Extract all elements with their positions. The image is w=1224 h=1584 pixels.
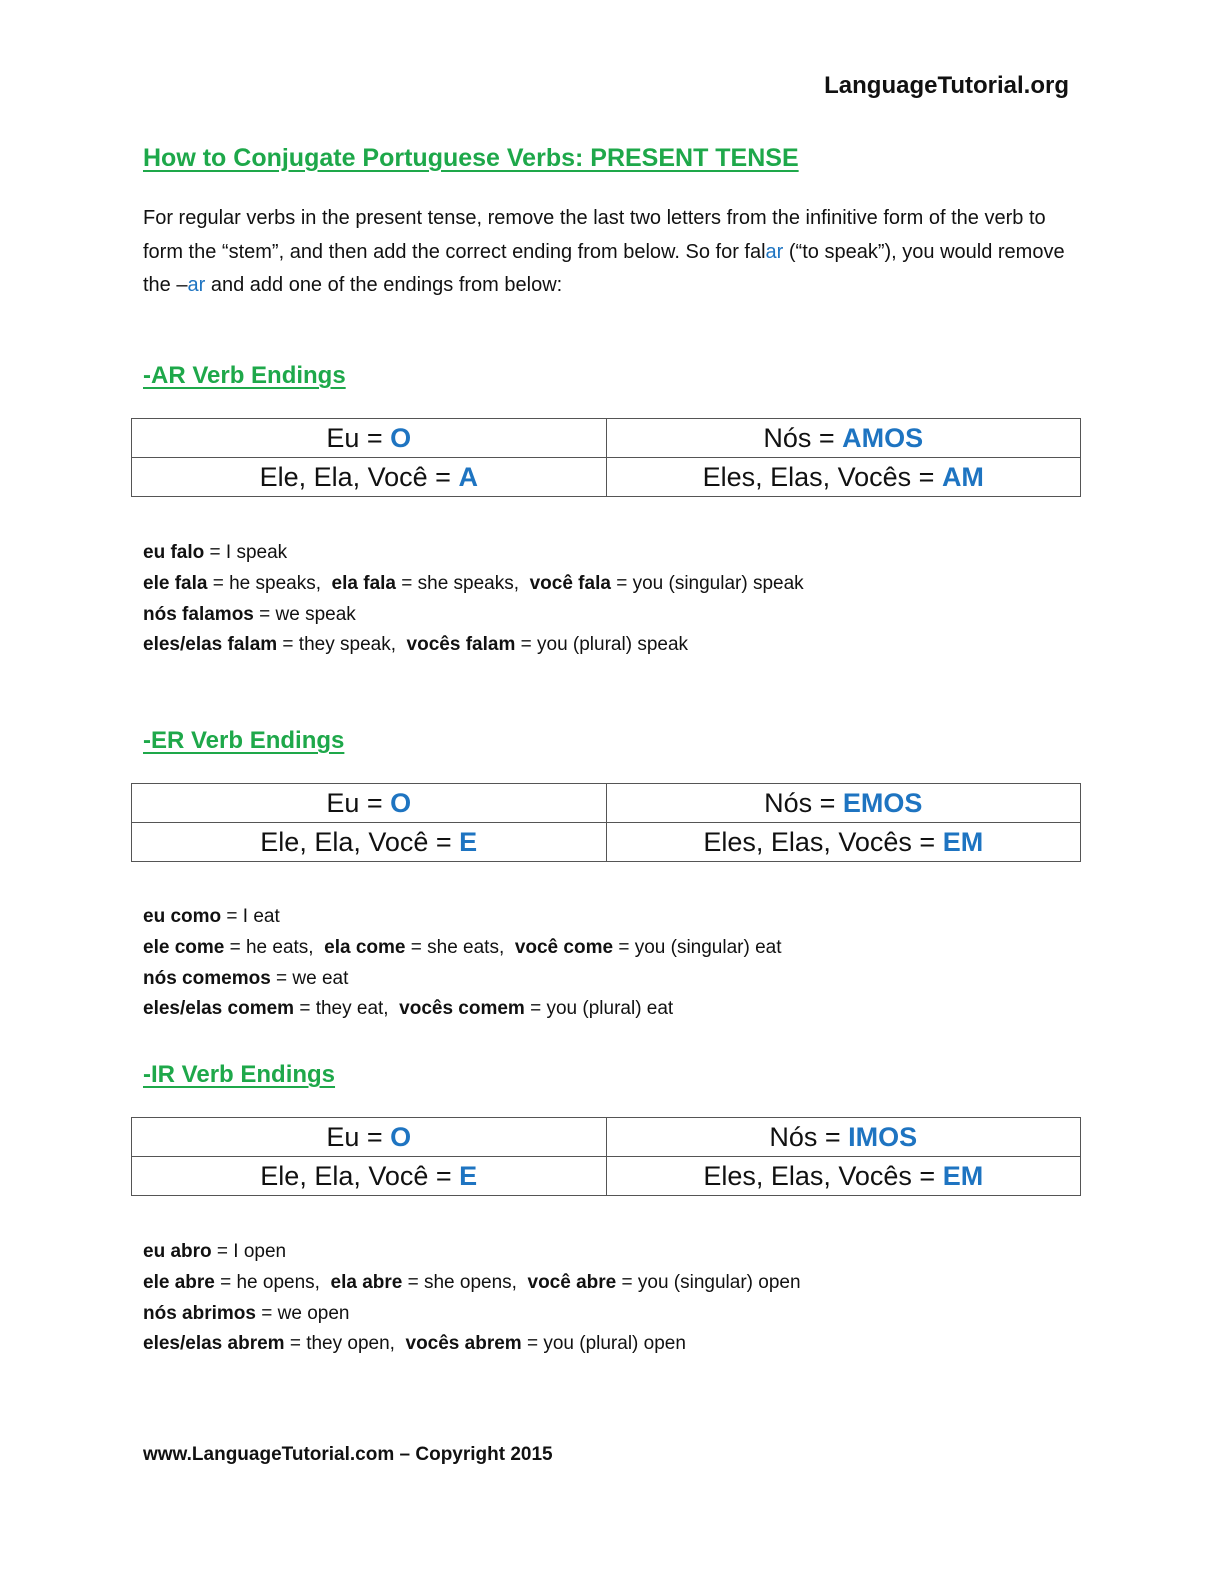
endings-table-ir (131, 1117, 1081, 1196)
cell-ending: EM (942, 1160, 984, 1191)
section-title-ir: -IR Verb Endings (143, 1061, 336, 1088)
table-cell (606, 1157, 1081, 1196)
example-line (143, 600, 804, 631)
table-cell (132, 419, 607, 458)
example-line (143, 1268, 801, 1299)
table-cell (606, 1118, 1081, 1157)
table-cell (606, 458, 1081, 497)
footer-copyright: www.LanguageTutorial.com – Copyright 2015 (143, 1444, 553, 1465)
table-cell (606, 823, 1081, 862)
example-meaning: = they eat, (294, 998, 400, 1020)
example-meaning: = I open (211, 1241, 287, 1262)
table-row (132, 1157, 1081, 1196)
example-meaning: = you (plural) eat (524, 998, 674, 1020)
example-verb: eles/elas abrem (143, 1333, 285, 1355)
intro-text-2: (“to speak”), you would remove the – (143, 240, 1065, 296)
example-verb: nós falamos (143, 603, 254, 625)
example-verb: vocês abrem (405, 1333, 522, 1355)
example-verb: ele come (143, 936, 225, 958)
cell-label: Ele, Ela, Você = (259, 461, 459, 492)
cell-label: Eu = (326, 1121, 391, 1152)
site-name: LanguageTutorial.org (824, 72, 1069, 99)
example-line (143, 964, 782, 995)
endings-table-ar (131, 418, 1081, 497)
table-row (132, 419, 1081, 458)
table-row (132, 1118, 1081, 1157)
section-title-er: -ER Verb Endings (143, 727, 345, 754)
cell-ending: E (459, 826, 478, 857)
example-verb: eu abro (143, 1241, 212, 1262)
table-row (132, 458, 1081, 497)
example-meaning: = you (singular) eat (613, 936, 782, 958)
example-meaning: = he speaks, (207, 572, 332, 594)
example-meaning: = they open, (284, 1333, 406, 1355)
cell-ending: A (458, 461, 478, 492)
example-verb: nós abrimos (143, 1302, 256, 1324)
example-line (143, 569, 804, 600)
examples-er (143, 902, 782, 1025)
cell-ending: E (459, 1160, 478, 1191)
cell-ending: EMOS (842, 787, 923, 818)
example-meaning: = you (plural) open (521, 1333, 686, 1355)
cell-label: Ele, Ela, Você = (260, 826, 460, 857)
table-cell (606, 419, 1081, 458)
cell-label: Eles, Elas, Vocês = (702, 461, 942, 492)
cell-label: Eu = (326, 422, 391, 453)
page-title: How to Conjugate Portuguese Verbs: PRESENT TENSE (143, 144, 799, 172)
cell-label: Nós = (769, 1121, 849, 1152)
example-meaning: = I speak (204, 542, 288, 563)
example-line (143, 1237, 801, 1268)
cell-label: Nós = (763, 422, 843, 453)
example-meaning: = I eat (221, 906, 280, 927)
example-verb: vocês comem (399, 998, 525, 1020)
example-verb: eles/elas comem (143, 998, 295, 1020)
cell-ending: O (390, 787, 412, 818)
table-cell (132, 823, 607, 862)
example-verb: vocês falam (406, 634, 516, 656)
example-meaning: = we eat (270, 967, 349, 989)
example-line (143, 538, 804, 569)
table-cell (132, 458, 607, 497)
example-line (143, 994, 782, 1025)
example-meaning: = she speaks, (395, 572, 530, 594)
cell-ending: AMOS (842, 422, 924, 453)
intro-text-1: For regular verbs in the present tense, remove the last two letters from the infinitive form of the verb to form the “stem”, and then add the correct ending from below. So for fal (143, 207, 1046, 263)
example-line (143, 1299, 801, 1330)
example-verb: eu falo (143, 542, 205, 563)
examples-ir (143, 1237, 801, 1360)
cell-label: Nós = (764, 787, 843, 818)
example-line (143, 630, 804, 661)
example-meaning: = you (singular) speak (610, 572, 804, 594)
example-meaning: = you (plural) speak (515, 634, 689, 656)
example-verb: nós comemos (143, 967, 271, 989)
cell-label: Eles, Elas, Vocês = (703, 1160, 943, 1191)
example-verb: ela come (324, 936, 406, 958)
intro-paragraph (143, 202, 1073, 303)
example-verb: ele abre (143, 1271, 215, 1293)
example-verb: você abre (527, 1271, 617, 1293)
example-meaning: = he eats, (224, 936, 325, 958)
example-meaning: = she opens, (402, 1271, 528, 1293)
example-meaning: = we speak (253, 603, 356, 625)
example-meaning: = we open (255, 1302, 350, 1324)
example-verb: eles/elas falam (143, 634, 278, 656)
intro-text-3: and add one of the endings from below: (205, 274, 563, 296)
example-meaning: = she eats, (405, 936, 515, 958)
example-meaning: = he opens, (214, 1271, 331, 1293)
table-cell (132, 1157, 607, 1196)
example-verb: você come (514, 936, 614, 958)
table-cell (132, 784, 607, 823)
section-title-ar: -AR Verb Endings (143, 362, 346, 389)
table-cell (606, 784, 1081, 823)
table-row (132, 823, 1081, 862)
cell-label: Eles, Elas, Vocês = (703, 826, 943, 857)
table-row (132, 784, 1081, 823)
table-cell (132, 1118, 607, 1157)
example-verb: eu como (143, 906, 222, 927)
example-verb: ela abre (330, 1271, 403, 1293)
cell-ending: EM (942, 826, 984, 857)
example-meaning: = you (singular) open (616, 1271, 801, 1293)
example-meaning: = they speak, (277, 634, 407, 656)
endings-table-er (131, 783, 1081, 862)
cell-ending: O (390, 422, 412, 453)
example-line (143, 1329, 801, 1360)
cell-ending: IMOS (848, 1121, 918, 1152)
cell-ending: O (390, 1121, 412, 1152)
cell-label: Ele, Ela, Você = (260, 1160, 460, 1191)
cell-ending: AM (941, 461, 984, 492)
cell-label: Eu = (326, 787, 391, 818)
intro-ar-suffix: ar (765, 240, 784, 263)
intro-ar-suffix-2: ar (187, 274, 206, 296)
example-line (143, 902, 782, 933)
example-verb: ele fala (143, 572, 208, 594)
examples-ar (143, 538, 804, 661)
example-line (143, 933, 782, 964)
example-verb: você fala (529, 572, 611, 594)
example-verb: ela fala (331, 572, 396, 594)
